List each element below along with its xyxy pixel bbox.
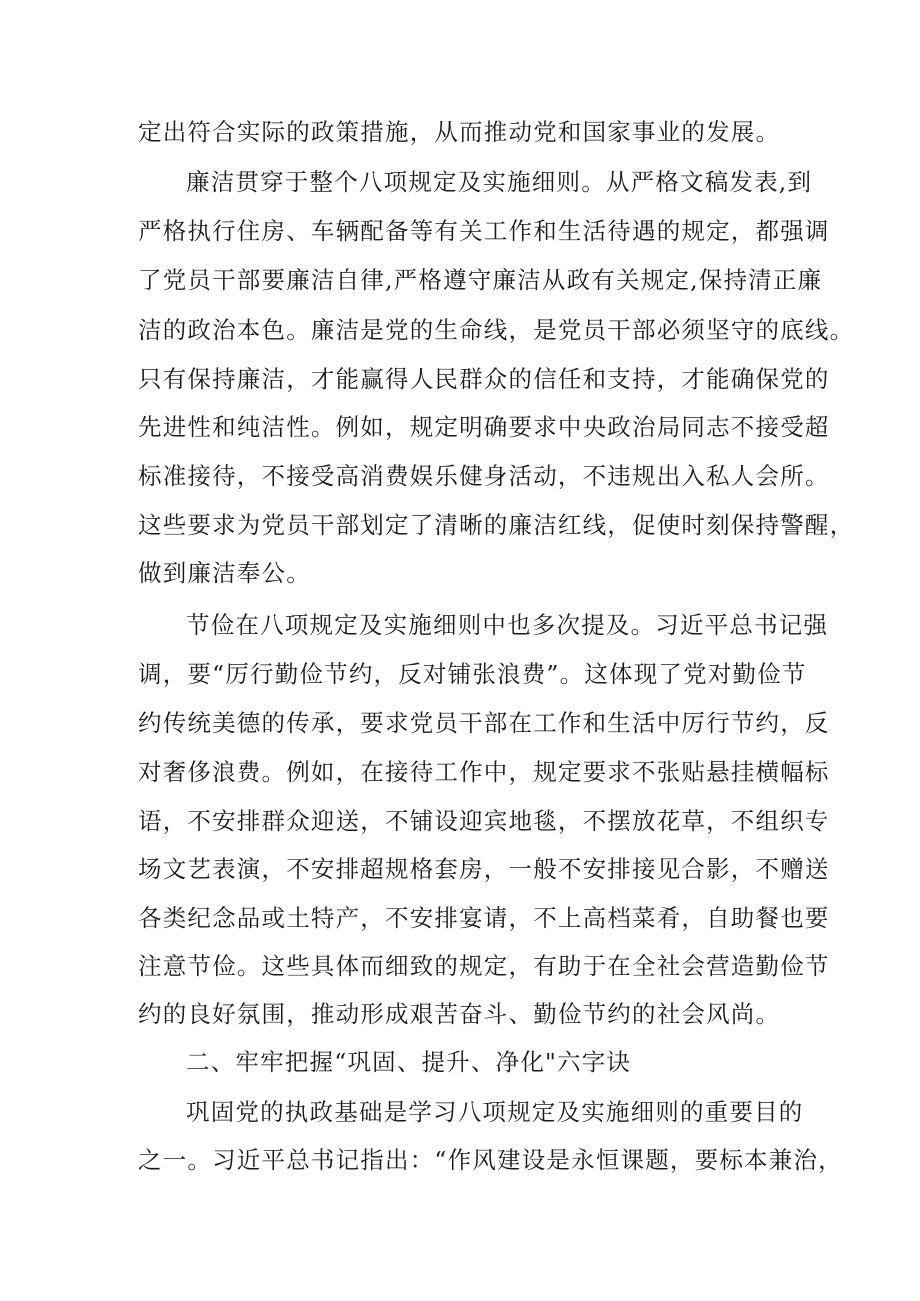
text-line: 洁的政治本色。廉洁是党的生命线，是党员干部必须坚守的底线。 bbox=[138, 316, 855, 344]
text-line: 语，不安排群众迎送，不铺设迎宾地毯，不摆放花草，不组织专 bbox=[138, 807, 830, 835]
paragraph-first-line: 节俭在八项规定及实施细则中也多次提及。习近平总书记强 bbox=[186, 611, 829, 639]
text-line: 各类纪念品或土特产，不安排宴请，不上高档菜肴，自助餐也要 bbox=[138, 904, 830, 932]
section-heading: 二、牢牢把握“巩固、提升、净化"六字诀 bbox=[186, 1048, 632, 1076]
text-line: 之一。习近平总书记指出：“作风建设是永恒课题，要标本兼治， bbox=[138, 1146, 843, 1174]
text-line: 只有保持廉洁，才能赢得人民群众的信任和支持，才能确保党的 bbox=[138, 365, 830, 393]
text-line: 约传统美德的传承，要求党员干部在工作和生活中厉行节约，反 bbox=[138, 709, 830, 737]
paragraph-first-line: 巩固党的执政基础是学习八项规定及实施细则的重要目的 bbox=[186, 1098, 804, 1126]
text-line: 严格执行住房、车辆配备等有关工作和生活待遇的规定，都强调 bbox=[138, 217, 830, 245]
text-line: 约的良好氛围，推动形成艰苦奋斗、勤俭节约的社会风尚。 bbox=[138, 1000, 781, 1028]
text-line: 调，要“厉行勤俭节约，反对铺张浪费”。这体现了党对勤俭节 bbox=[138, 660, 807, 688]
text-line: 注意节俭。这些具体而细致的规定，有助于在全社会营造勤俭节 bbox=[138, 952, 830, 980]
paragraph-first-line: 廉洁贯穿于整个八项规定及实施细则。从严格文稿发表,到 bbox=[186, 168, 813, 196]
text-line: 标准接待，不接受高消费娱乐健身活动，不违规出入私人会所。 bbox=[138, 462, 830, 490]
text-line: 先进性和纯洁性。例如，规定明确要求中央政治局同志不接受超 bbox=[138, 413, 830, 441]
text-line: 了党员干部要廉洁自律,严格遵守廉洁从政有关规定,保持清正廉 bbox=[138, 266, 823, 294]
text-line: 这些要求为党员干部划定了清晰的廉洁红线，促使时刻保持警醒， bbox=[138, 511, 855, 539]
text-line: 对奢侈浪费。例如，在接待工作中，规定要求不张贴悬挂横幅标 bbox=[138, 758, 830, 786]
text-line: 场文艺表演，不安排超规格套房，一般不安排接见合影，不赠送 bbox=[138, 855, 830, 883]
text-line: 定出符合实际的政策措施，从而推动党和国家事业的发展。 bbox=[138, 118, 781, 146]
text-line: 做到廉洁奉公。 bbox=[138, 559, 311, 587]
